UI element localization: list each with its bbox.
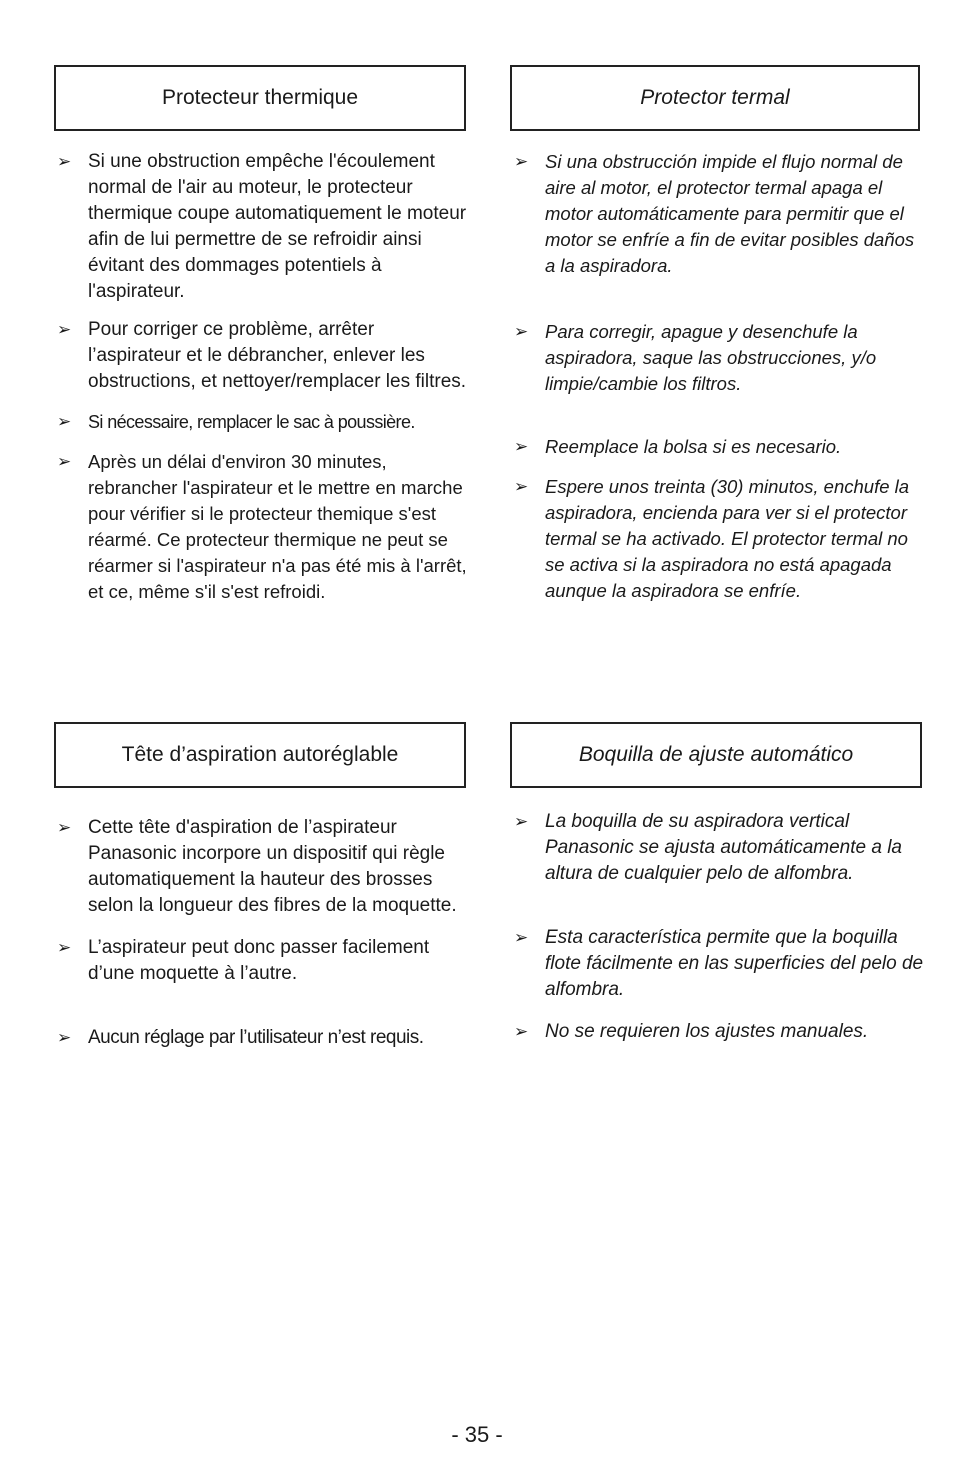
section-title-protector-termal: [510, 65, 920, 131]
section-title-boquilla-ajuste: [510, 722, 922, 788]
list-item: ➢ Reemplace la bolsa si es necesario.: [514, 434, 924, 460]
list-boquilla-ajuste: [514, 809, 924, 1045]
list-item: ➢ Si une obstruction empêche l'écoulement normal de l'air au moteur, le protecteur thermique coupe automatiquement le moteur afin de lui permettre de se refroidir ainsi évitant des dommages potentiels à l'aspirateur.: [57, 151, 467, 302]
list-item: ➢ Aucun réglage par l’utilisateur n’est requis.: [57, 1025, 467, 1051]
list-item: ➢ Espere unos treinta (30) minutos, enchufe la aspiradora, encienda para ver si el protector termal se ha activado. El protector termal no se activa si la aspiradora no está apagada aunque la aspiradora se enfríe.: [514, 476, 910, 601]
bullet-arrow-icon: ➢: [514, 812, 529, 831]
list-tete-aspiration: [57, 815, 467, 1051]
list-item: ➢ Pour corriger ce problème, arrêter l’aspirateur et le débrancher, enlever les obstructions, et nettoyer/remplacer les filtres.: [57, 319, 467, 392]
bullet-arrow-icon: ➢: [514, 1022, 529, 1041]
bullet-arrow-icon: ➢: [57, 152, 72, 171]
bullet-arrow-icon: ➢: [57, 818, 72, 837]
list-item: ➢ Esta característica permite que la boquilla flote fácilmente en las superficies del pelo de alfombra.: [514, 927, 924, 1000]
bullet-arrow-icon: ➢: [57, 1028, 72, 1047]
list-item: ➢ La boquilla de su aspiradora vertical Panasonic se ajusta automáticamente a la altura de cualquier pelo de alfombra.: [514, 811, 902, 884]
bullet-arrow-icon: ➢: [514, 322, 529, 341]
bullet-arrow-icon: ➢: [514, 437, 529, 456]
section-title-text: Tête d’aspiration autoréglable: [121, 743, 399, 766]
list-item: ➢ Si nécessaire, remplacer le sac à poussière.: [57, 409, 467, 435]
bullet-arrow-icon: ➢: [514, 152, 529, 171]
list-protector-termal: [514, 149, 924, 604]
bullet-arrow-icon: ➢: [57, 452, 72, 471]
bullet-arrow-icon: ➢: [57, 412, 72, 431]
bullet-arrow-icon: ➢: [57, 938, 72, 957]
list-item: ➢ Si una obstrucción impide el flujo normal de aire al motor, el protector termal apaga el motor automáticamente para permitir que el motor se enfríe a fin de evitar posibles daños a la aspiradora.: [514, 151, 915, 276]
bullet-arrow-icon: ➢: [514, 477, 529, 496]
section-title-text: Protector termal: [640, 86, 790, 109]
section-title-tete-aspiration: [54, 722, 466, 788]
list-item: ➢ Cette tête d'aspiration de l’aspirateur Panasonic incorpore un dispositif qui règle automatiquement la hauteur des brosses selon la longueur des fibres de la moquette.: [57, 817, 457, 916]
list-item: ➢ Para corregir, apague y desenchufe la aspiradora, saque las obstrucciones, y/o limpie/cambie los filtros.: [514, 321, 877, 394]
bullet-arrow-icon: ➢: [57, 320, 72, 339]
list-item: ➢ No se requieren los ajustes manuales.: [514, 1019, 924, 1045]
section-title-protecteur-thermique: [54, 65, 466, 131]
page-number: - 35 -: [451, 1422, 503, 1447]
section-title-text: Boquilla de ajuste automático: [578, 743, 854, 766]
section-title-text: Protecteur thermique: [161, 86, 359, 109]
list-item: ➢ Après un délai d'environ 30 minutes, rebrancher l'aspirateur et le mettre en marche pour vérifier si le protecteur themique s'est réarmé. Ce protecteur thermique ne peut se réarmer si l'aspirateur n'a pas été mis à l'arrêt, et ce, même s'il s'est refroidi.: [57, 451, 467, 602]
list-protecteur-thermique: [57, 149, 467, 605]
list-item: ➢ L’aspirateur peut donc passer facilement d’une moquette à l’autre.: [57, 937, 430, 984]
bullet-arrow-icon: ➢: [514, 928, 529, 947]
